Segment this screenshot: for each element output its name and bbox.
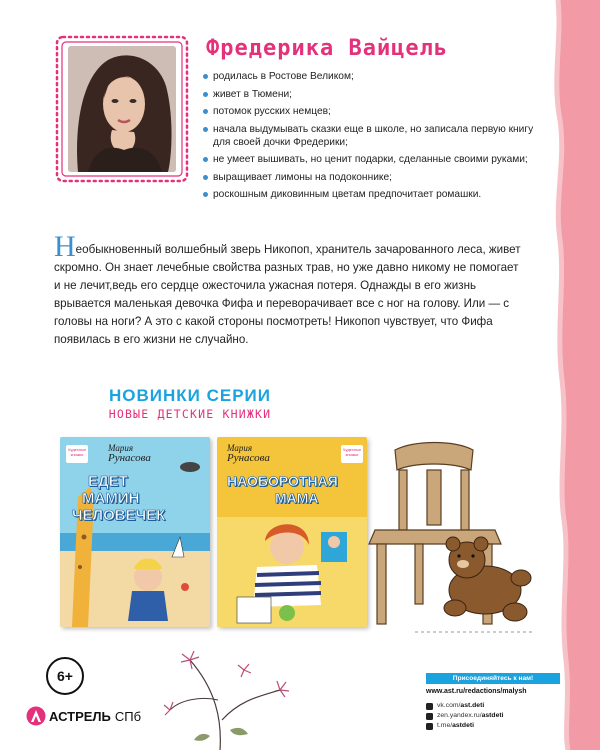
vk-icon <box>426 703 433 710</box>
social-links-list <box>426 701 504 731</box>
bio-item: потомок русских немцев; <box>203 105 543 118</box>
bio-item: живет в Тюмени; <box>203 88 543 101</box>
social-prefix: zen.yandex.ru/ <box>437 712 482 719</box>
bio-item: выращивает лимоны на подоконнике; <box>203 171 543 184</box>
publisher-city: СПб <box>114 708 142 724</box>
book-illustration-beach-icon <box>60 437 210 627</box>
book-cover-naobarotnaya-mama[interactable] <box>217 437 367 627</box>
author-name: Фредерика Вайцель <box>206 36 449 61</box>
social-link-vk[interactable] <box>426 701 504 711</box>
bio-item: начала выдумывать сказки еще в школе, но записала первую книгу для своей дочки Фредерики; <box>203 123 543 149</box>
social-prefix: vk.com/ <box>437 702 461 709</box>
zen-icon <box>426 713 433 720</box>
book-title-line: МАМИН <box>82 490 140 507</box>
bio-item: родилась в Ростове Великом; <box>203 70 543 83</box>
summary-text: еобыкновенный волшебный зверь Никопоп, хранитель зачарованного леса, живет скромно. Он знает лечебные свойства разных трав, но уже давно никому не помогает и не лечит,ведь его сердце ожесточила ужасная потеря. Однажды в его жизнь врывается маленькая девочка Фифа и переворачивает все с ног на голову. Или — с головы на ноги? А это с какой стороны посмотреть! Никопоп чувствует, что Фифа появилась в его жизни не случайно. <box>54 243 521 346</box>
book-author-last: Рунасова <box>108 452 151 464</box>
publisher-logo[interactable] <box>26 706 141 726</box>
book-author <box>108 443 151 463</box>
book-title-line: ЧЕЛОВЕЧЕК <box>72 507 166 524</box>
summary-dropcap: Н <box>54 230 76 263</box>
book-author-first: Мария <box>227 443 253 453</box>
bio-item: не умеет вышивать, но ценит подарки, сделанные своими руками; <box>203 153 543 166</box>
social-handle: astdeti <box>452 722 475 729</box>
book-summary <box>54 230 524 349</box>
series-badge: Чудесные книжки <box>341 445 363 463</box>
author-photo-frame <box>54 34 190 184</box>
publisher-name: АСТРЕЛЬ <box>49 708 111 724</box>
book-illustration-mama-icon <box>217 437 367 627</box>
book-title <box>72 473 165 524</box>
social-handle: astdeti <box>481 712 504 719</box>
book-author-first: Мария <box>108 443 134 453</box>
author-bio-list <box>203 70 543 206</box>
flower-sketch-illustration <box>160 640 300 750</box>
book-title-line: ЕДЕТ <box>88 473 128 490</box>
social-handle: ast.deti <box>460 702 485 709</box>
telegram-icon <box>426 723 433 730</box>
book-title-line: МАМА <box>275 490 319 506</box>
chair-and-teddy-bear-illustration <box>355 440 540 640</box>
book-author <box>227 443 270 463</box>
author-photo <box>68 46 176 172</box>
book-cover-edet-mamin-chelovechek[interactable] <box>60 437 210 627</box>
book-author-last: Рунасова <box>227 452 270 464</box>
website-link[interactable]: www.ast.ru/redactions/malysh <box>426 688 527 695</box>
bio-item: роскошным диковинным цветам предпочитает ромашки. <box>203 188 543 201</box>
series-subtitle: НОВЫЕ ДЕТСКИЕ КНИЖКИ <box>108 407 272 421</box>
book-title-line: НАОБОРОТНАЯ <box>227 473 338 489</box>
astrel-logo-icon <box>26 706 46 726</box>
join-us-banner: Присоединяйтесь к нам! <box>426 673 560 684</box>
social-link-zen[interactable] <box>426 711 504 721</box>
age-rating-badge: 6+ <box>46 657 84 695</box>
social-link-telegram[interactable] <box>426 721 504 731</box>
book-title <box>227 473 338 507</box>
series-badge: Чудесные книжки <box>66 445 88 463</box>
series-title: НОВИНКИ СЕРИИ <box>109 386 271 405</box>
social-prefix: t.me/ <box>437 722 453 729</box>
